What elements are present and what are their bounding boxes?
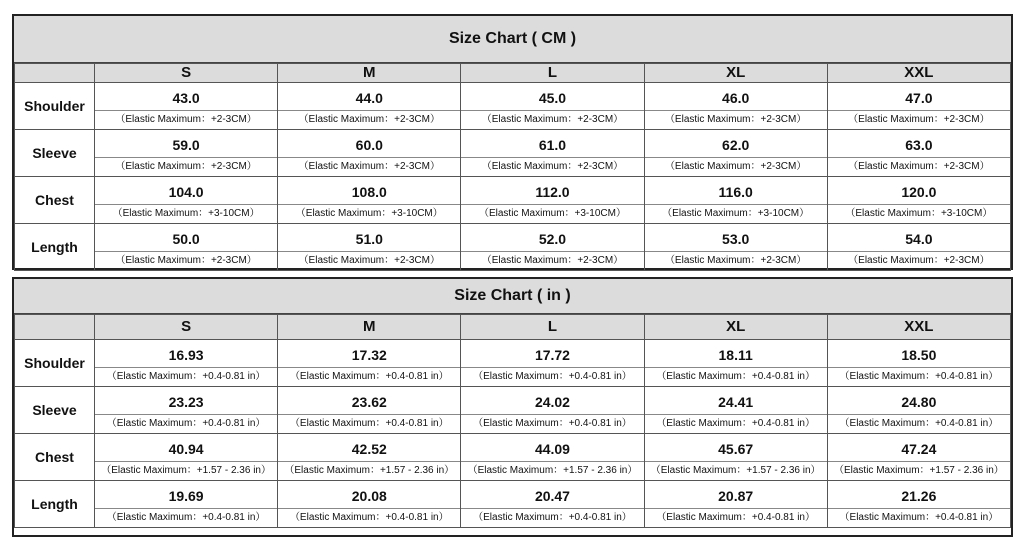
elastic-note: （Elastic Maximum：+3-10CM） xyxy=(478,208,626,219)
row-label: Length xyxy=(15,224,95,271)
row-label: Shoulder xyxy=(15,340,95,387)
elastic-note: （Elastic Maximum：+0.4-0.81 in） xyxy=(839,512,999,523)
measurement-value: 18.11 xyxy=(645,340,827,368)
size-cell xyxy=(461,177,644,224)
size-cell xyxy=(95,481,278,528)
measurement-value: 51.0 xyxy=(278,224,460,252)
elastic-note: （Elastic Maximum：+2-3CM） xyxy=(664,255,807,266)
measurement-value: 116.0 xyxy=(645,177,827,205)
table-row xyxy=(15,130,1011,177)
size-cell xyxy=(644,434,827,481)
size-cell xyxy=(461,83,644,130)
size-cell xyxy=(827,387,1010,434)
row-label: Chest xyxy=(15,177,95,224)
measurement-value: 47.0 xyxy=(828,83,1010,111)
size-cell xyxy=(278,387,461,434)
measurement-value: 42.52 xyxy=(278,434,460,462)
elastic-note: （Elastic Maximum：+2-3CM） xyxy=(115,114,257,125)
elastic-note: （Elastic Maximum：+2-3CM） xyxy=(481,161,624,172)
elastic-note: （Elastic Maximum：+2-3CM） xyxy=(848,255,990,266)
elastic-note: （Elastic Maximum：+2-3CM） xyxy=(298,161,440,172)
corner-cell xyxy=(15,64,95,83)
size-cell xyxy=(644,481,827,528)
size-cell xyxy=(644,340,827,387)
elastic-note: （Elastic Maximum：+2-3CM） xyxy=(481,114,624,125)
size-table-cm xyxy=(14,63,1011,271)
size-cell xyxy=(278,340,461,387)
elastic-note: （Elastic Maximum：+0.4-0.81 in） xyxy=(106,371,266,382)
elastic-note: （Elastic Maximum：+2-3CM） xyxy=(115,255,257,266)
measurement-value: 53.0 xyxy=(645,224,827,252)
elastic-note: （Elastic Maximum：+0.4-0.81 in） xyxy=(106,418,266,429)
elastic-note: （Elastic Maximum：+2-3CM） xyxy=(848,114,990,125)
size-cell xyxy=(95,130,278,177)
size-header-l: L xyxy=(461,64,644,83)
elastic-note: （Elastic Maximum：+0.4-0.81 in） xyxy=(656,418,815,429)
elastic-note: （Elastic Maximum：+3-10CM） xyxy=(112,208,260,219)
size-chart-cm-title: Size Chart ( CM ) xyxy=(14,16,1011,63)
measurement-value: 43.0 xyxy=(95,83,277,111)
size-cell xyxy=(827,130,1010,177)
elastic-note: （Elastic Maximum：+2-3CM） xyxy=(115,161,257,172)
measurement-value: 16.93 xyxy=(95,340,277,368)
size-cell xyxy=(95,387,278,434)
measurement-value: 45.67 xyxy=(645,434,827,462)
size-cell xyxy=(95,434,278,481)
size-cell xyxy=(644,130,827,177)
elastic-note: （Elastic Maximum：+1.57 - 2.36 in） xyxy=(833,465,1004,476)
size-cell xyxy=(278,224,461,271)
measurement-value: 108.0 xyxy=(278,177,460,205)
size-cell xyxy=(278,481,461,528)
table-row xyxy=(15,434,1011,481)
row-label: Chest xyxy=(15,434,95,481)
measurement-value: 60.0 xyxy=(278,130,460,158)
size-header-m: M xyxy=(278,64,461,83)
elastic-note: （Elastic Maximum：+0.4-0.81 in） xyxy=(289,418,449,429)
elastic-note: （Elastic Maximum：+2-3CM） xyxy=(298,255,440,266)
size-chart-cm xyxy=(12,14,1013,270)
elastic-note: （Elastic Maximum：+1.57 - 2.36 in） xyxy=(650,465,821,476)
table-row xyxy=(15,224,1011,271)
measurement-value: 17.32 xyxy=(278,340,460,368)
size-table-in xyxy=(14,314,1011,528)
elastic-note: （Elastic Maximum：+3-10CM） xyxy=(845,208,993,219)
elastic-note: （Elastic Maximum：+1.57 - 2.36 in） xyxy=(467,465,638,476)
size-cell xyxy=(95,224,278,271)
size-cell xyxy=(644,387,827,434)
measurement-value: 52.0 xyxy=(461,224,643,252)
measurement-value: 47.24 xyxy=(828,434,1010,462)
elastic-note: （Elastic Maximum：+0.4-0.81 in） xyxy=(839,371,999,382)
size-cell xyxy=(827,83,1010,130)
row-label: Length xyxy=(15,481,95,528)
measurement-value: 44.09 xyxy=(461,434,643,462)
size-cell xyxy=(461,340,644,387)
measurement-value: 20.87 xyxy=(645,481,827,509)
elastic-note: （Elastic Maximum：+2-3CM） xyxy=(664,161,807,172)
elastic-note: （Elastic Maximum：+0.4-0.81 in） xyxy=(839,418,999,429)
elastic-note: （Elastic Maximum：+2-3CM） xyxy=(298,114,440,125)
elastic-note: （Elastic Maximum：+2-3CM） xyxy=(664,114,807,125)
measurement-value: 46.0 xyxy=(645,83,827,111)
size-cell xyxy=(827,340,1010,387)
elastic-note: （Elastic Maximum：+0.4-0.81 in） xyxy=(656,371,815,382)
measurement-value: 24.80 xyxy=(828,387,1010,415)
measurement-value: 21.26 xyxy=(828,481,1010,509)
measurement-value: 59.0 xyxy=(95,130,277,158)
elastic-note: （Elastic Maximum：+3-10CM） xyxy=(295,208,443,219)
table-row xyxy=(15,387,1011,434)
measurement-value: 20.47 xyxy=(461,481,643,509)
measurement-value: 20.08 xyxy=(278,481,460,509)
size-cell xyxy=(461,224,644,271)
size-header-xxl: XXL xyxy=(827,64,1010,83)
measurement-value: 44.0 xyxy=(278,83,460,111)
measurement-value: 54.0 xyxy=(828,224,1010,252)
size-cell xyxy=(461,434,644,481)
size-cell xyxy=(278,434,461,481)
size-header-l: L xyxy=(461,315,644,340)
table-row xyxy=(15,177,1011,224)
size-cell xyxy=(644,224,827,271)
elastic-note: （Elastic Maximum：+0.4-0.81 in） xyxy=(473,512,632,523)
measurement-value: 104.0 xyxy=(95,177,277,205)
elastic-note: （Elastic Maximum：+0.4-0.81 in） xyxy=(289,512,449,523)
measurement-value: 61.0 xyxy=(461,130,643,158)
measurement-value: 120.0 xyxy=(828,177,1010,205)
measurement-value: 112.0 xyxy=(461,177,643,205)
measurement-value: 18.50 xyxy=(828,340,1010,368)
size-cell xyxy=(95,177,278,224)
elastic-note: （Elastic Maximum：+0.4-0.81 in） xyxy=(473,371,632,382)
table-row xyxy=(15,481,1011,528)
measurement-value: 24.41 xyxy=(645,387,827,415)
measurement-value: 17.72 xyxy=(461,340,643,368)
row-label: Sleeve xyxy=(15,130,95,177)
size-header-m: M xyxy=(278,315,461,340)
elastic-note: （Elastic Maximum：+0.4-0.81 in） xyxy=(656,512,815,523)
size-cell xyxy=(644,177,827,224)
size-cell xyxy=(278,177,461,224)
size-header-row xyxy=(15,315,1011,340)
measurement-value: 24.02 xyxy=(461,387,643,415)
measurement-value: 62.0 xyxy=(645,130,827,158)
size-cell xyxy=(644,83,827,130)
elastic-note: （Elastic Maximum：+2-3CM） xyxy=(481,255,624,266)
size-header-xl: XL xyxy=(644,315,827,340)
size-cell xyxy=(461,387,644,434)
elastic-note: （Elastic Maximum：+1.57 - 2.36 in） xyxy=(101,465,271,476)
size-cell xyxy=(827,481,1010,528)
row-label: Sleeve xyxy=(15,387,95,434)
size-cell xyxy=(827,434,1010,481)
elastic-note: （Elastic Maximum：+1.57 - 2.36 in） xyxy=(284,465,455,476)
elastic-note: （Elastic Maximum：+0.4-0.81 in） xyxy=(473,418,632,429)
table-row xyxy=(15,340,1011,387)
size-cell xyxy=(461,481,644,528)
size-cell xyxy=(278,83,461,130)
elastic-note: （Elastic Maximum：+0.4-0.81 in） xyxy=(289,371,449,382)
size-chart-in xyxy=(12,277,1013,537)
elastic-note: （Elastic Maximum：+2-3CM） xyxy=(848,161,990,172)
row-label: Shoulder xyxy=(15,83,95,130)
elastic-note: （Elastic Maximum：+0.4-0.81 in） xyxy=(106,512,266,523)
size-header-xl: XL xyxy=(644,64,827,83)
measurement-value: 45.0 xyxy=(461,83,643,111)
measurement-value: 23.62 xyxy=(278,387,460,415)
corner-cell xyxy=(15,315,95,340)
measurement-value: 50.0 xyxy=(95,224,277,252)
size-cell xyxy=(827,224,1010,271)
size-header-s: S xyxy=(95,315,278,340)
size-cell xyxy=(95,340,278,387)
size-header-row xyxy=(15,64,1011,83)
size-header-xxl: XXL xyxy=(827,315,1010,340)
elastic-note: （Elastic Maximum：+3-10CM） xyxy=(662,208,810,219)
size-chart-in-title: Size Chart ( in ) xyxy=(14,279,1011,314)
measurement-value: 23.23 xyxy=(95,387,277,415)
size-cell xyxy=(461,130,644,177)
measurement-value: 40.94 xyxy=(95,434,277,462)
size-cell xyxy=(278,130,461,177)
size-cell xyxy=(95,83,278,130)
measurement-value: 63.0 xyxy=(828,130,1010,158)
size-cell xyxy=(827,177,1010,224)
measurement-value: 19.69 xyxy=(95,481,277,509)
table-row xyxy=(15,83,1011,130)
size-header-s: S xyxy=(95,64,278,83)
